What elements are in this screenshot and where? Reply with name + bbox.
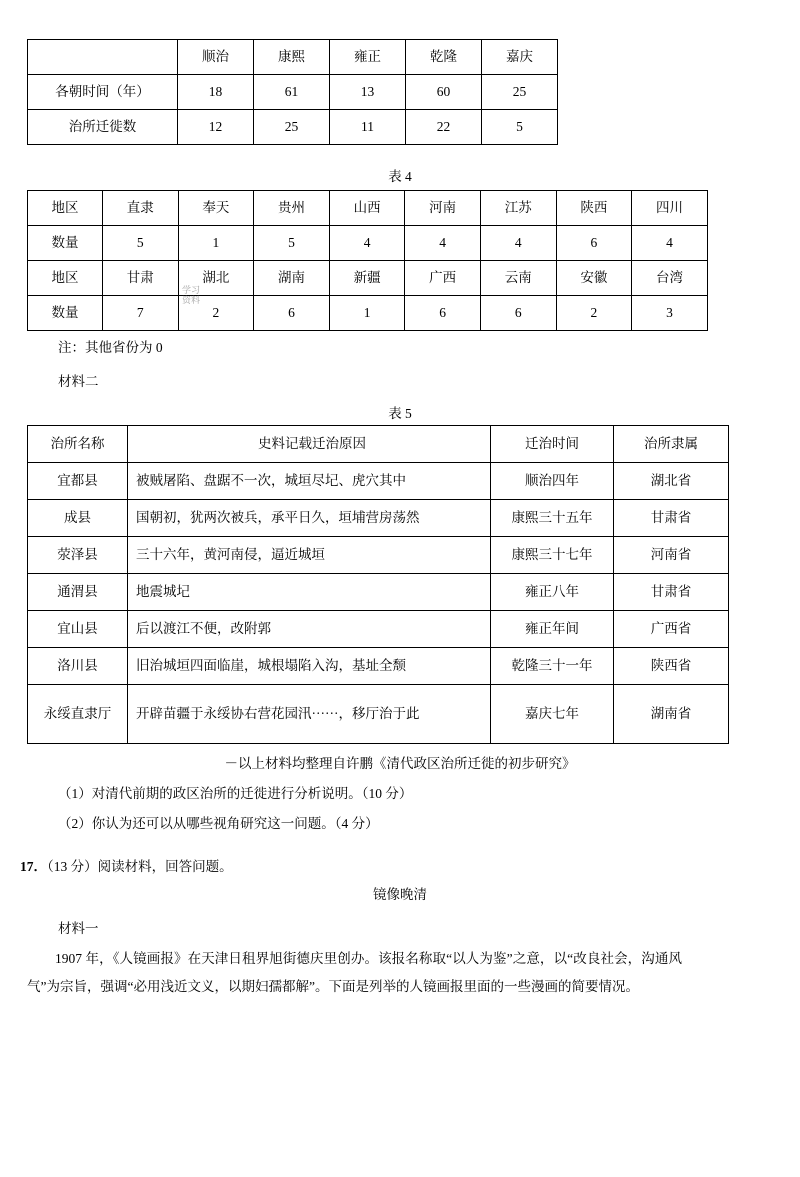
watermark-stamp: 学习资料	[181, 285, 200, 306]
cell-province: 甘肃省	[614, 500, 729, 537]
cell-value: 2	[556, 296, 632, 331]
table-row	[28, 261, 708, 296]
cell-reason: 被贼屠陷、盘踞不一次，城垣尽圮、虎穴其中	[128, 463, 491, 500]
question-2: （2）你认为还可以从哪些视角研究这一问题。（4 分）	[58, 816, 379, 831]
cell-value: 6	[556, 226, 632, 261]
cell-time: 顺治四年	[491, 463, 614, 500]
cell-value: 4	[632, 226, 708, 261]
cell-region: 江苏	[480, 191, 556, 226]
cell-reason: 三十六年，黄河南侵，逼近城垣	[128, 537, 491, 574]
cell-header-kangxi: 康熙	[254, 40, 330, 75]
cell-header-quantity: 数量	[28, 226, 103, 261]
cell-region: 河南	[405, 191, 481, 226]
cell-name: 洛川县	[28, 648, 128, 685]
table-row	[28, 296, 708, 331]
cell-reason: 开辟苗疆于永绥协右营花园汛······，移厅治于此	[128, 685, 491, 744]
table-row	[28, 574, 729, 611]
cell-value: 6	[405, 296, 481, 331]
cell-value: 22	[406, 110, 482, 145]
table-row	[28, 75, 558, 110]
question-1: （1）对清代前期的政区治所的迁徙进行分析说明。（10 分）	[58, 786, 413, 801]
table-note: 注：其他省份为 0	[58, 340, 163, 355]
cell-value: 18	[178, 75, 254, 110]
cell-time: 雍正八年	[491, 574, 614, 611]
item-17-text: （13 分）阅读材料，回答问题。	[47, 859, 233, 874]
cell-value: 3	[632, 296, 708, 331]
table-region-counts	[27, 190, 708, 331]
cell-region: 湖南	[254, 261, 330, 296]
cell-header-name: 治所名称	[28, 426, 128, 463]
cell-region: 奉天	[178, 191, 254, 226]
cell-region: 安徽	[556, 261, 632, 296]
cell-value: 5	[254, 226, 330, 261]
source-citation: －以上材料均整理自许鹏《清代政区治所迁徙的初步研究》	[224, 756, 576, 771]
cell-region: 新疆	[329, 261, 405, 296]
table-row	[28, 226, 708, 261]
cell-empty-corner	[28, 40, 178, 75]
cell-name: 宜山县	[28, 611, 128, 648]
cell-province: 广西省	[614, 611, 729, 648]
material-two-label: 材料二	[58, 374, 99, 389]
cell-value: 11	[330, 110, 406, 145]
table-relocation-reasons	[27, 425, 729, 744]
cell-region: 陕西	[556, 191, 632, 226]
cell-header-region: 地区	[28, 191, 103, 226]
cell-reason: 国朝初，犹两次被兵，承平日久，垣埔营房荡然	[128, 500, 491, 537]
cell-region: 四川	[632, 191, 708, 226]
cell-province: 湖南省	[614, 685, 729, 744]
cell-time: 嘉庆七年	[491, 685, 614, 744]
cell-value: 6	[480, 296, 556, 331]
material-one-paragraph: 1907 年，《人镜画报》在天津日租界旭街德庆里创办。该报名称取“以人为鉴”之意，以“改良社会，沟通风气”为宗旨，强调“必用浅近文义，以期妇孺都解”。下面是列举的人镜画报里面的一些漫画的简要情况。	[27, 951, 682, 994]
cell-region: 广西	[405, 261, 481, 296]
caption-table-5: 表 5	[388, 406, 412, 421]
cell-name: 宜都县	[28, 463, 128, 500]
cell-row-label: 各朝时间（年）	[28, 75, 178, 110]
cell-value: 4	[405, 226, 481, 261]
cell-region: 贵州	[254, 191, 330, 226]
table-row	[28, 500, 729, 537]
cell-region: 云南	[480, 261, 556, 296]
item-17-heading	[20, 855, 233, 875]
cell-province: 陕西省	[614, 648, 729, 685]
cell-header-region: 地区	[28, 261, 103, 296]
section-subtitle: 镜像晚清	[373, 887, 427, 902]
table-row	[28, 191, 708, 226]
cell-value: 61	[254, 75, 330, 110]
cell-time: 康熙三十五年	[491, 500, 614, 537]
cell-province: 甘肃省	[614, 574, 729, 611]
cell-reason: 旧治城垣四面临崖，城根塌陷入沟，基址全颓	[128, 648, 491, 685]
cell-value: 25	[482, 75, 558, 110]
cell-header-time: 迁治时间	[491, 426, 614, 463]
cell-time: 康熙三十七年	[491, 537, 614, 574]
cell-value: 4	[329, 226, 405, 261]
cell-region: 湖北	[178, 261, 254, 296]
cell-name: 永绥直隶厅	[28, 685, 128, 744]
item-17-number: 17．	[20, 859, 47, 874]
cell-header-qianlong: 乾隆	[406, 40, 482, 75]
cell-region: 甘肃	[103, 261, 179, 296]
cell-value: 5	[482, 110, 558, 145]
cell-name: 荥泽县	[28, 537, 128, 574]
table-row	[28, 40, 558, 75]
cell-row-label: 治所迁徙数	[28, 110, 178, 145]
cell-value: 6	[254, 296, 330, 331]
cell-province: 湖北省	[614, 463, 729, 500]
cell-reason: 地震城圮	[128, 574, 491, 611]
cell-value: 2	[178, 296, 254, 331]
cell-value: 60	[406, 75, 482, 110]
cell-reason: 后以渡江不便，改附郭	[128, 611, 491, 648]
cell-header-quantity: 数量	[28, 296, 103, 331]
cell-value: 12	[178, 110, 254, 145]
cell-time: 雍正年间	[491, 611, 614, 648]
cell-value: 7	[103, 296, 179, 331]
table-row	[28, 426, 729, 463]
cell-name: 成县	[28, 500, 128, 537]
table-row	[28, 110, 558, 145]
cell-value: 1	[178, 226, 254, 261]
cell-header-jiaqing: 嘉庆	[482, 40, 558, 75]
cell-region: 直隶	[103, 191, 179, 226]
table-dynasty-durations	[27, 39, 558, 145]
cell-name: 通渭县	[28, 574, 128, 611]
caption-table-4: 表 4	[388, 169, 412, 184]
table-row	[28, 537, 729, 574]
cell-province: 河南省	[614, 537, 729, 574]
cell-header-province: 治所隶属	[614, 426, 729, 463]
cell-value: 1	[329, 296, 405, 331]
cell-time: 乾隆三十一年	[491, 648, 614, 685]
cell-value: 5	[103, 226, 179, 261]
cell-region: 山西	[329, 191, 405, 226]
cell-value: 13	[330, 75, 406, 110]
table-row	[28, 685, 729, 744]
cell-region: 台湾	[632, 261, 708, 296]
cell-value: 4	[480, 226, 556, 261]
cell-header-shunzhi: 顺治	[178, 40, 254, 75]
table-row	[28, 648, 729, 685]
table-row	[28, 463, 729, 500]
table-row	[28, 611, 729, 648]
cell-header-reason: 史料记载迁治原因	[128, 426, 491, 463]
cell-header-yongzheng: 雍正	[330, 40, 406, 75]
material-one-label: 材料一	[58, 921, 99, 936]
cell-value: 25	[254, 110, 330, 145]
